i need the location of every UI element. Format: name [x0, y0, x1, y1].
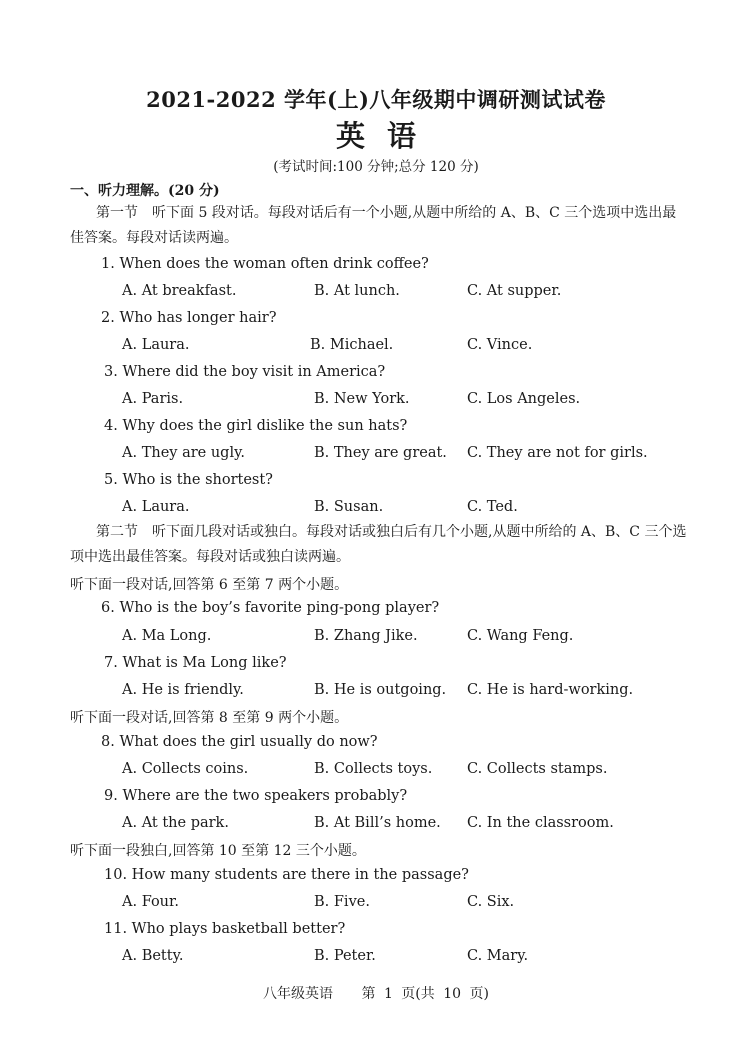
- note-questions-6-7: 听下面一段对话,回答第 6 至第 7 两个小题。: [70, 577, 349, 593]
- option-b: B. Susan.: [314, 499, 384, 515]
- footer-grade-subject: 八年级英语: [263, 986, 334, 1002]
- section-heading-listening: 一、听力理解。(20 分): [70, 183, 220, 199]
- option-b: B. Collects toys.: [314, 761, 433, 777]
- subject-title: 英语: [335, 119, 438, 153]
- option-b: B. At Bill’s home.: [314, 815, 441, 831]
- option-a: A. They are ugly.: [122, 445, 245, 461]
- question-stem: 4. Why does the girl dislike the sun hats?: [104, 418, 408, 434]
- exam-title: 2021-2022 学年(上)八年级期中调研测试试卷: [146, 87, 606, 112]
- option-b: B. They are great.: [314, 445, 447, 461]
- option-c: C. Mary.: [467, 948, 529, 964]
- option-a: A. Four.: [122, 894, 179, 910]
- option-c: C. He is hard-working.: [467, 682, 634, 698]
- option-b: B. Five.: [314, 894, 370, 910]
- question-stem: 2. Who has longer hair?: [101, 310, 277, 326]
- option-a: A. Paris.: [122, 391, 184, 407]
- exam-info: (考试时间:100 分钟;总分 120 分): [273, 159, 479, 175]
- option-b: B. At lunch.: [314, 283, 400, 299]
- note-questions-8-9: 听下面一段对话,回答第 8 至第 9 两个小题。: [70, 710, 349, 726]
- option-b: B. New York.: [314, 391, 410, 407]
- part2-instructions: 第二节 听下面几段对话或独白。每段对话或独白后有几个小题,从题中所给的 A、B、C 三个选项中选出最佳答案。每段对话或独白读两遍。: [70, 524, 687, 565]
- option-b: B. Zhang Jike.: [314, 628, 418, 644]
- page-footer: [0, 983, 752, 1003]
- part1-instructions: 第一节 听下面 5 段对话。每段对话后有一个小题,从题中所给的 A、B、C 三个选项中选出最佳答案。每段对话读两遍。: [70, 205, 677, 246]
- option-c: C. In the classroom.: [467, 815, 614, 831]
- option-c: C. At supper.: [467, 283, 562, 299]
- option-a: A. Laura.: [122, 499, 190, 515]
- option-c: C. Six.: [467, 894, 515, 910]
- option-a: A. He is friendly.: [122, 682, 244, 698]
- option-a: A. At breakfast.: [122, 283, 237, 299]
- question-stem: 7. What is Ma Long like?: [104, 655, 287, 671]
- option-c: C. They are not for girls.: [467, 445, 648, 461]
- question-stem: 11. Who plays basketball better?: [104, 921, 346, 937]
- option-c: C. Vince.: [467, 337, 533, 353]
- question-stem: 8. What does the girl usually do now?: [101, 734, 378, 750]
- option-b: B. Peter.: [314, 948, 376, 964]
- option-c: C. Los Angeles.: [467, 391, 581, 407]
- question-stem: 9. Where are the two speakers probably?: [104, 788, 408, 804]
- option-c: C. Ted.: [467, 499, 518, 515]
- question-stem: 1. When does the woman often drink coffee?: [101, 256, 429, 272]
- option-a: A. Laura.: [122, 337, 190, 353]
- option-a: A. Ma Long.: [122, 628, 212, 644]
- option-a: A. Betty.: [122, 948, 184, 964]
- option-c: C. Wang Feng.: [467, 628, 574, 644]
- option-b: B. Michael.: [310, 337, 394, 353]
- question-stem: 6. Who is the boy’s favorite ping-pong player?: [101, 600, 440, 616]
- question-stem: 10. How many students are there in the passage?: [104, 867, 469, 883]
- option-a: A. Collects coins.: [122, 761, 249, 777]
- option-c: C. Collects stamps.: [467, 761, 608, 777]
- question-stem: 3. Where did the boy visit in America?: [104, 364, 386, 380]
- option-b: B. He is outgoing.: [314, 682, 447, 698]
- note-questions-10-12: 听下面一段独白,回答第 10 至第 12 三个小题。: [70, 843, 366, 859]
- footer-page-info: 第 1 页(共 10 页): [361, 986, 489, 1002]
- question-stem: 5. Who is the shortest?: [104, 472, 273, 488]
- option-a: A. At the park.: [122, 815, 229, 831]
